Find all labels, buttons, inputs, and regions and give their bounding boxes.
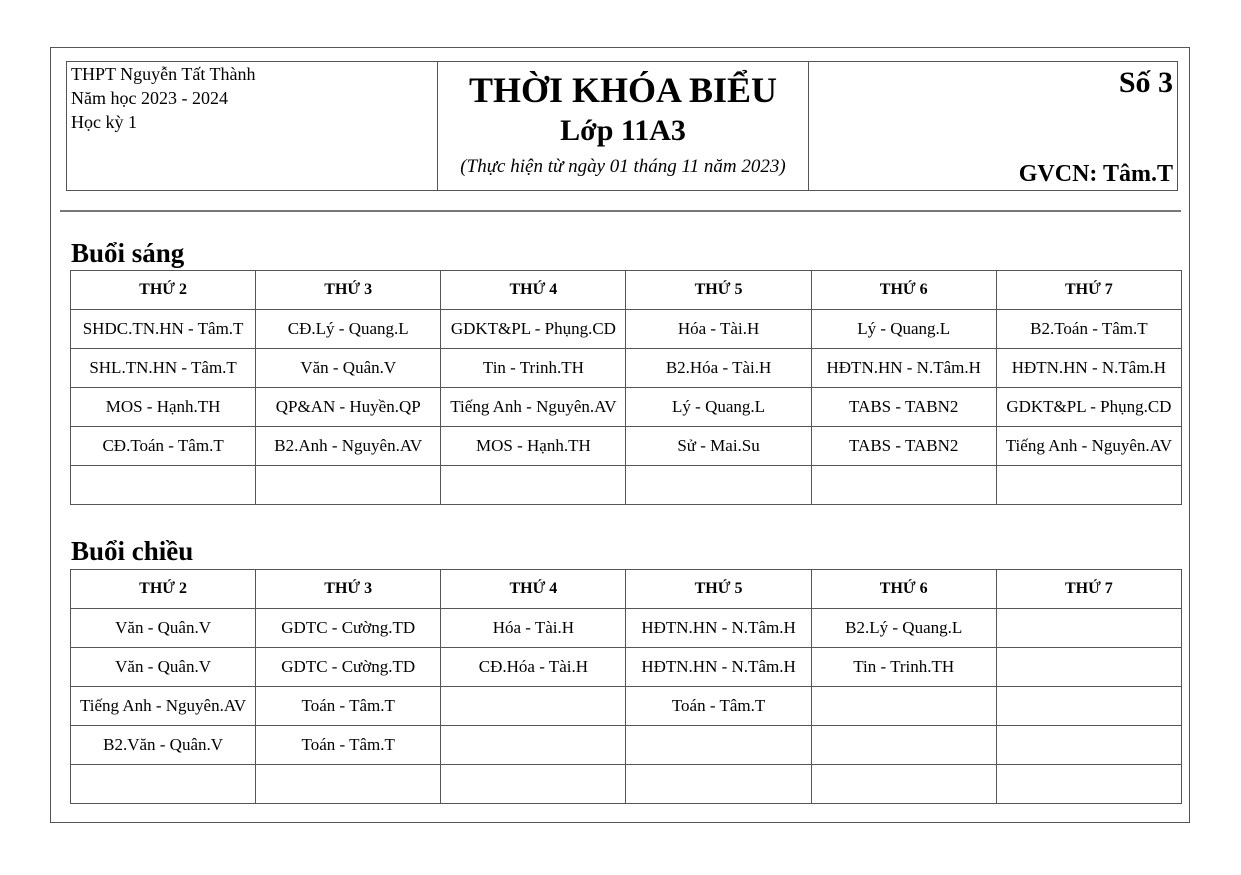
lesson-cell: MOS - Hạnh.TH <box>441 427 626 466</box>
lesson-cell: HĐTN.HN - N.Tâm.H <box>811 349 996 388</box>
lesson-cell: B2.Văn - Quân.V <box>71 726 256 765</box>
lesson-cell <box>996 765 1181 804</box>
lesson-cell: CĐ.Toán - Tâm.T <box>71 427 256 466</box>
lesson-cell: Văn - Quân.V <box>71 609 256 648</box>
lesson-cell <box>441 466 626 505</box>
lesson-cell: GDTC - Cường.TD <box>256 609 441 648</box>
lesson-cell <box>441 765 626 804</box>
table-row <box>71 466 1182 505</box>
table-row <box>71 349 1182 388</box>
table-header-row <box>71 271 1182 310</box>
lesson-cell: B2.Anh - Nguyên.AV <box>256 427 441 466</box>
school-year: Năm học 2023 - 2024 <box>71 88 228 108</box>
table-row <box>71 765 1182 804</box>
homeroom-teacher: GVCN: Tâm.T <box>1018 161 1173 187</box>
lesson-cell: Tiếng Anh - Nguyên.AV <box>996 427 1181 466</box>
lesson-cell <box>811 726 996 765</box>
day-header: THỨ 7 <box>996 271 1181 310</box>
lesson-cell: Lý - Quang.L <box>626 388 811 427</box>
afternoon-timetable <box>70 569 1182 804</box>
lesson-cell <box>256 765 441 804</box>
lesson-cell <box>996 466 1181 505</box>
effective-date: (Thực hiện từ ngày 01 tháng 11 năm 2023) <box>460 156 786 177</box>
lesson-cell: Toán - Tâm.T <box>626 687 811 726</box>
morning-title: Buổi sáng <box>71 238 185 268</box>
lesson-cell <box>441 687 626 726</box>
day-header: THỨ 7 <box>996 570 1181 609</box>
school-info <box>66 62 438 190</box>
lesson-cell: HĐTN.HN - N.Tâm.H <box>996 349 1181 388</box>
lesson-cell: Văn - Quân.V <box>256 349 441 388</box>
day-header: THỨ 2 <box>71 570 256 609</box>
lesson-cell <box>996 687 1181 726</box>
lesson-cell: Hóa - Tài.H <box>626 310 811 349</box>
lesson-cell <box>626 466 811 505</box>
lesson-cell: B2.Hóa - Tài.H <box>626 349 811 388</box>
table-row <box>71 388 1182 427</box>
lesson-cell: Tin - Trinh.TH <box>811 648 996 687</box>
table-row <box>71 427 1182 466</box>
school-term: Học kỳ 1 <box>71 112 137 132</box>
day-header: THỨ 6 <box>811 271 996 310</box>
lesson-cell <box>626 765 811 804</box>
lesson-cell <box>256 466 441 505</box>
table-header-row <box>71 570 1182 609</box>
lesson-cell <box>996 726 1181 765</box>
divider <box>60 210 1181 212</box>
page-title: THỜI KHÓA BIỂU <box>468 70 778 110</box>
lesson-cell: Tiếng Anh - Nguyên.AV <box>71 687 256 726</box>
lesson-cell: B2.Lý - Quang.L <box>811 609 996 648</box>
lesson-cell <box>626 726 811 765</box>
morning-timetable <box>70 270 1182 505</box>
header <box>66 61 1178 191</box>
day-header: THỨ 5 <box>626 570 811 609</box>
table-row <box>71 648 1182 687</box>
lesson-cell <box>811 687 996 726</box>
lesson-cell: TABS - TABN2 <box>811 427 996 466</box>
lesson-cell: Hóa - Tài.H <box>441 609 626 648</box>
lesson-cell: SHL.TN.HN - Tâm.T <box>71 349 256 388</box>
table-row <box>71 687 1182 726</box>
school-name: THPT Nguyễn Tất Thành <box>71 64 256 84</box>
lesson-cell: GDKT&PL - Phụng.CD <box>441 310 626 349</box>
day-header: THỨ 4 <box>441 271 626 310</box>
day-header: THỨ 3 <box>256 570 441 609</box>
day-header: THỨ 4 <box>441 570 626 609</box>
day-header: THỨ 5 <box>626 271 811 310</box>
lesson-cell: Toán - Tâm.T <box>256 687 441 726</box>
lesson-cell: Toán - Tâm.T <box>256 726 441 765</box>
lesson-cell: Lý - Quang.L <box>811 310 996 349</box>
lesson-cell: Tin - Trinh.TH <box>441 349 626 388</box>
table-row <box>71 310 1182 349</box>
title-block <box>437 62 809 190</box>
class-name: Lớp 11A3 <box>560 114 686 147</box>
lesson-cell <box>811 466 996 505</box>
day-header: THỨ 2 <box>71 271 256 310</box>
lesson-cell: Sử - Mai.Su <box>626 427 811 466</box>
lesson-cell: B2.Toán - Tâm.T <box>996 310 1181 349</box>
lesson-cell: MOS - Hạnh.TH <box>71 388 256 427</box>
lesson-cell <box>996 648 1181 687</box>
day-header: THỨ 3 <box>256 271 441 310</box>
table-row <box>71 609 1182 648</box>
lesson-cell: QP&AN - Huyền.QP <box>256 388 441 427</box>
lesson-cell: HĐTN.HN - N.Tâm.H <box>626 648 811 687</box>
lesson-cell <box>441 726 626 765</box>
schedule-number: Số 3 <box>1118 66 1173 99</box>
lesson-cell <box>71 466 256 505</box>
lesson-cell: GDKT&PL - Phụng.CD <box>996 388 1181 427</box>
lesson-cell: CĐ.Lý - Quang.L <box>256 310 441 349</box>
lesson-cell: HĐTN.HN - N.Tâm.H <box>626 609 811 648</box>
table-row <box>71 726 1182 765</box>
lesson-cell: TABS - TABN2 <box>811 388 996 427</box>
number-block <box>809 62 1178 190</box>
lesson-cell <box>811 765 996 804</box>
lesson-cell: GDTC - Cường.TD <box>256 648 441 687</box>
lesson-cell <box>996 609 1181 648</box>
lesson-cell: CĐ.Hóa - Tài.H <box>441 648 626 687</box>
lesson-cell <box>71 765 256 804</box>
lesson-cell: Văn - Quân.V <box>71 648 256 687</box>
lesson-cell: SHDC.TN.HN - Tâm.T <box>71 310 256 349</box>
day-header: THỨ 6 <box>811 570 996 609</box>
afternoon-title: Buổi chiều <box>71 536 194 566</box>
lesson-cell: Tiếng Anh - Nguyên.AV <box>441 388 626 427</box>
